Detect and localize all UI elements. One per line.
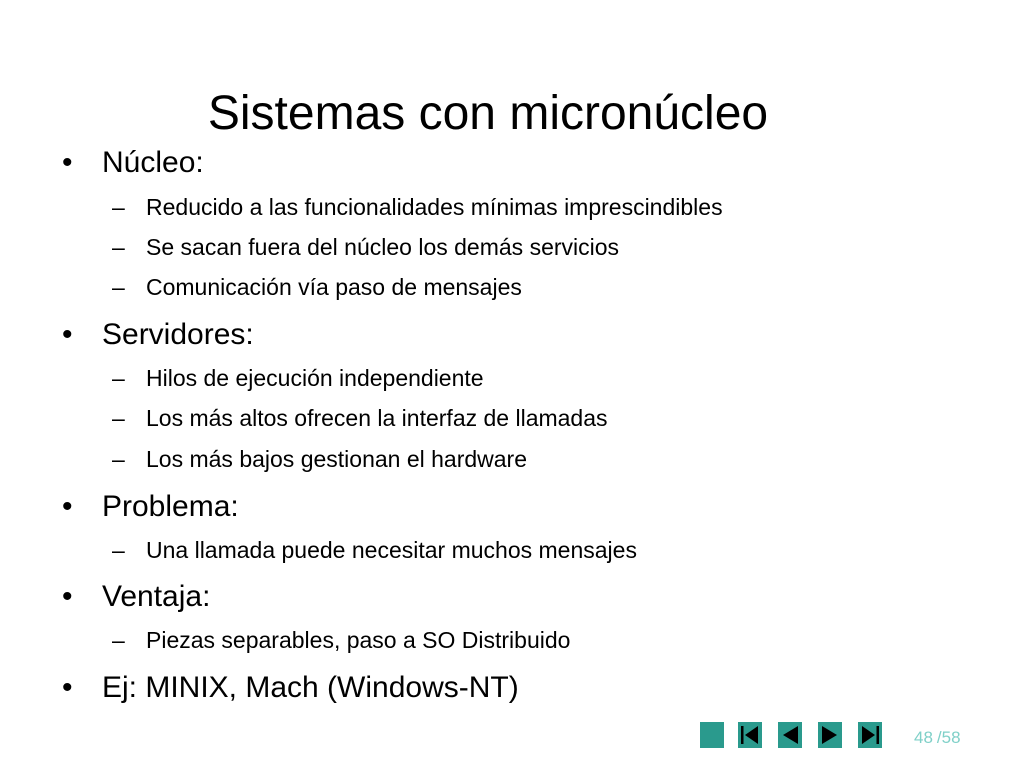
previous-icon: [778, 722, 802, 748]
next-icon: [818, 722, 842, 748]
sub-item-text: Una llamada puede necesitar muchos mensajes: [146, 537, 637, 563]
bullet-text: Problema:: [102, 490, 239, 523]
dash-marker: –: [112, 234, 125, 260]
sub-item: [112, 536, 637, 564]
previous-slide-button[interactable]: [778, 722, 802, 748]
bullet-marker: •: [62, 580, 73, 613]
sub-item-text: Los más altos ofrecen la interfaz de llamadas: [146, 405, 608, 431]
sub-item: [112, 233, 619, 261]
bullet-text: Servidores:: [102, 318, 254, 351]
bullet-text: Ventaja:: [102, 580, 211, 613]
bullet-marker: •: [62, 490, 73, 523]
sub-item-text: Hilos de ejecución independiente: [146, 365, 484, 391]
bullet-marker: •: [62, 671, 73, 704]
sub-item-text: Se sacan fuera del núcleo los demás servicios: [146, 234, 620, 260]
next-slide-button[interactable]: [818, 722, 842, 748]
sub-item-text: Los más bajos gestionan el hardware: [146, 446, 528, 472]
sub-item: [112, 364, 484, 392]
bullet-item: [62, 670, 519, 706]
bullet-item: [62, 489, 239, 525]
bullet-text: Núcleo:: [102, 146, 204, 179]
first-icon: [738, 722, 762, 748]
sub-item: [112, 273, 522, 301]
bullet-marker: •: [62, 146, 73, 179]
dash-marker: –: [112, 274, 125, 300]
sub-item: [112, 445, 527, 473]
dash-marker: –: [112, 446, 125, 472]
page-indicator: [914, 728, 965, 748]
total-pages: /58: [936, 728, 961, 747]
dash-marker: –: [112, 627, 125, 653]
current-page: 48: [914, 728, 933, 747]
sub-item: [112, 404, 608, 432]
dash-marker: –: [112, 405, 125, 431]
slide-title: Sistemas con micronúcleo: [207, 87, 769, 141]
bullet-item: [62, 579, 210, 615]
dash-marker: –: [112, 537, 125, 563]
sub-item: [112, 193, 723, 221]
sub-item-text: Reducido a las funcionalidades mínimas imprescindibles: [146, 194, 723, 220]
sub-item-text: Comunicación vía paso de mensajes: [146, 274, 522, 300]
sub-item: [112, 626, 570, 654]
dash-marker: –: [112, 194, 125, 220]
bullet-item: [62, 145, 204, 181]
bullet-text: Ej: MINIX, Mach (Windows-NT): [102, 671, 519, 704]
bullet-marker: •: [62, 318, 73, 351]
bullet-item: [62, 317, 254, 353]
sub-item-text: Piezas separables, paso a SO Distribuido: [146, 627, 571, 653]
last-slide-button[interactable]: [858, 722, 882, 748]
first-slide-button[interactable]: [738, 722, 762, 748]
dash-marker: –: [112, 365, 125, 391]
home-button[interactable]: [700, 722, 724, 748]
last-icon: [858, 722, 882, 748]
